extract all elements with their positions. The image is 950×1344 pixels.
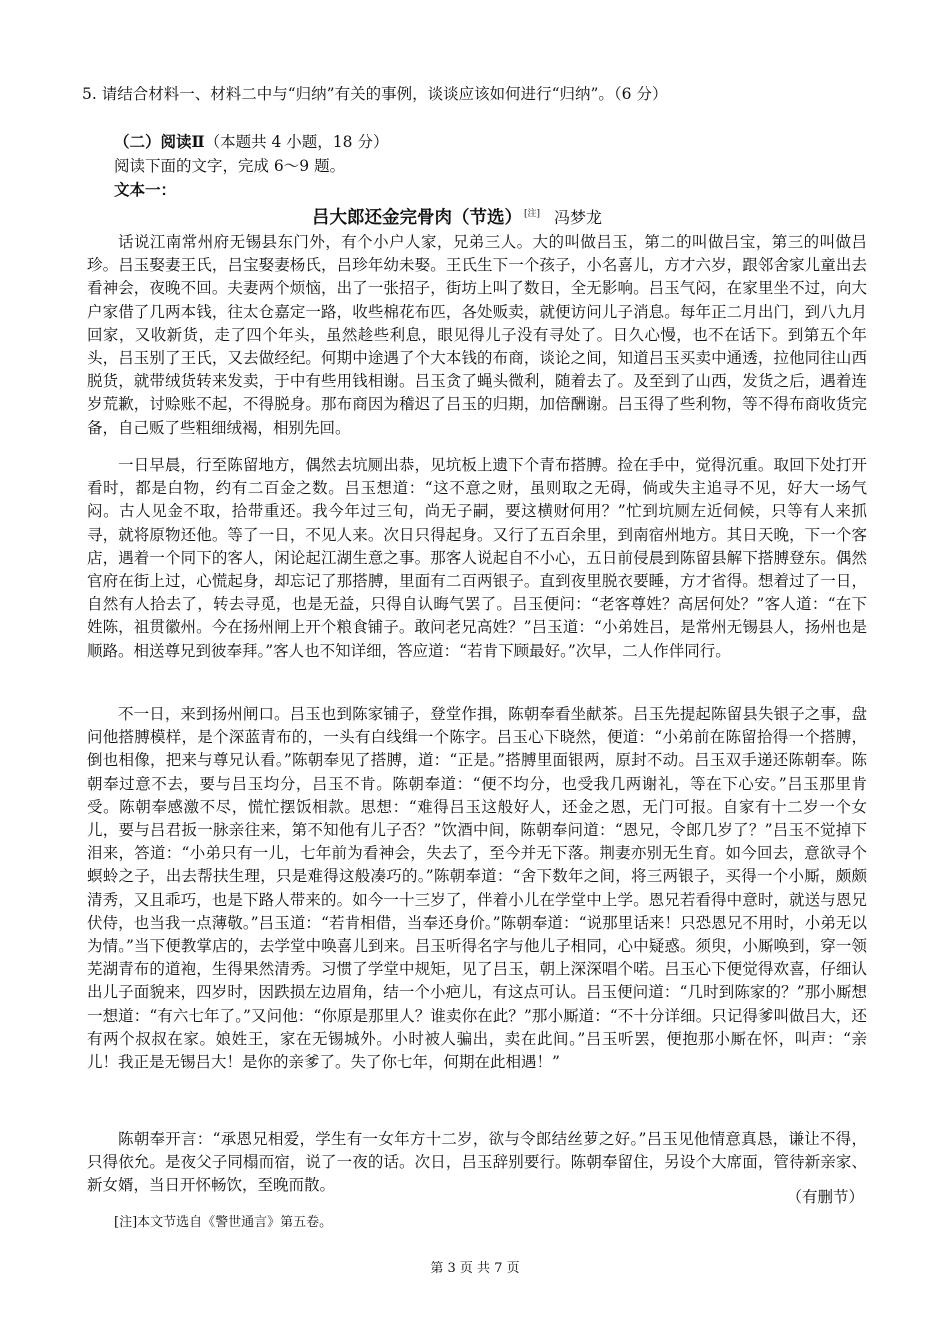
paragraph-1: 话说江南常州府无锡县东门外，有个小户人家，兄弟三人。大的叫做吕玉，第二的叫做吕宝，第三的叫做吕珍。吕玉娶妻王氏，吕宝娶妻杨氏，吕珍年幼未娶。王氏生下一个孩子，小名喜儿，方才六岁，跟邻舍家儿童出去看神会，夜晚不回。夫妻两个烦恼，出了一张招子，街坊上叫了数日，全无影响。吕玉气闷，在家里坐不过，向大户家借了几两本钱，往太仓嘉定一路，收些棉花布匹，各处贩卖，就便访问儿子消息。每年正二月出门，到八九月回家，又收新货，走了四个年头，虽然趁些利息，眼见得儿子没有寻处了。日久心慢，也不在话下。到第五个年头，吕玉别了王氏，又去做经纪。何期中途遇了个大本钱的布商，谈论之间，知道吕玉买卖中通透，拉他同往山西脱货，就带绒货转来发卖，于中有些用钱相谢。吕玉贪了蝇头微利，随着去了。及至到了山西，发货之后，遇着连岁荒歉，讨赊账不起，不得脱身。那布商因为稽迟了吕玉的归期，加倍酬谢。吕玉得了些利物，等不得布商收货完备，自己贩了些粗细绒褐，相别先回。: [87, 233, 867, 437]
section-heading-title: （二）阅读Ⅱ: [114, 132, 205, 151]
article-title: 吕大郎还金完骨肉（节选）: [312, 208, 522, 228]
title-note-mark: [注]: [524, 209, 541, 219]
abridged-note: （有删节）: [786, 1188, 864, 1206]
article-author: 冯梦龙: [554, 208, 603, 227]
section-heading-note: （本题共 4 小题，18 分）: [204, 133, 389, 151]
text-one-label: 文本一：: [114, 180, 177, 199]
section-heading: [114, 132, 388, 152]
paragraph-4: 陈朝奉开言：“承恩兄相爱，学生有一女年方十二岁，欲与令郎结丝萝之好。”吕玉见他情意真恳，谦让不得，只得依允。是夜父子同榻而宿，说了一夜的话。次日，吕玉辞别要行。陈朝奉留住，另设个大席面，管待新亲家、新女婿，当日开怀畅饮，至晚而散。: [87, 1130, 867, 1195]
reading-instruction: 阅读下面的文字，完成 6～9 题。: [114, 157, 346, 175]
page-number: 第 3 页 共 7 页: [430, 1261, 520, 1276]
paragraph-3: 不一日，来到扬州闸口。吕玉也到陈家铺子，登堂作揖，陈朝奉看坐献茶。吕玉先提起陈留县失银子之事，盘问他搭膊模样，是个深蓝青布的，一头有白线缉一个陈字。吕玉心下晓然，便道：“小弟前在陈留拾得一个搭膊，倒也相像，把来与尊兄认看。”陈朝奉见了搭膊，道：“正是。”搭膊里面银两，原封不动。吕玉双手递还陈朝奉。陈朝奉过意不去，要与吕玉均分，吕玉不肯。陈朝奉道：“便不均分，也受我几两谢礼，等在下心安。”吕玉那里肯受。陈朝奉感激不尽，慌忙摆饭相款。思想：“难得吕玉这般好人，还金之恩，无门可报。自家有十二岁一个女儿，要与吕君扳一脉亲往来，第不知他有儿子否？”饮酒中间，陈朝奉问道：“恩兄，令郎几岁了？”吕玉不觉掉下泪来，答道：“小弟只有一儿，七年前为看神会，失去了，至今并无下落。荆妻亦别无生育。如今回去，意欲寻个螟蛉之子，出去帮扶生理，只是难得这般凑巧的。”陈朝奉道：“舍下数年之间，将三两银子，买得一个小厮，颇颇清秀，又且乖巧，也是下路人带来的。如今一十三岁了，伴着小儿在学堂中上学。恩兄若看得中意时，就送与恩兄伏侍，也当我一点薄敬。”吕玉道：“若肯相借，当奉还身价。”陈朝奉道：“说那里话来！只恐恩兄不用时，小弟无以为情。”当下便教掌店的，去学堂中唤喜儿到来。吕玉听得名字与他儿子相同，心中疑惑。须臾，小厮唤到，穿一领芜湖青布的道袍，生得果然清秀。习惯了学堂中规矩，见了吕玉，朝上深深唱个喏。吕玉心下便觉得欢喜，仔细认出儿子面貌来，四岁时，因跌损左边眉角，结一个小疤儿，有这点可认。吕玉便问道：“几时到陈家的？”那小厮想一想道：“有六七年了。”又问他：“你原是那里人？谁卖你在此？”那小厮道：“不十分详细。只记得爹叫做吕大，还有两个叔叔在家。娘姓王，家在无锡城外。小时被人骗出，卖在此间。”吕玉听罢，便抱那小厮在怀，叫声：“亲儿！我正是无锡吕大！是你的亲爹了。失了你七年，何期在此相遇！”: [87, 705, 867, 1072]
question-5: 5. 请结合材料一、材料二中与“归纳”有关的事例，谈谈应该如何进行“归纳”。（6 分）: [82, 85, 668, 103]
paragraph-2: 一日早晨，行至陈留地方，偶然去坑厕出恭，见坑板上遗下个青布搭膊。捡在手中，觉得沉重。取回下处打开看时，都是白物，约有二百金之数。吕玉想道：“这不意之财，虽则取之无碍，倘或失主追寻不见，好大一场气闷。古人见金不取，拾带重还。我今年过三旬，尚无子嗣，要这横财何用？”忙到坑厕左近伺候，只等有人来抓寻，就将原物还他。等了一日，不见人来。次日只得起身。又行了五百余里，到南宿州地方。其日天晚，下一个客店，遇着一个同下的客人，闲论起江湖生意之事。那客人说起自不小心，五日前侵晨到陈留县解下搭膊登东。偶然官府在街上过，心慌起身，却忘记了那搭膊，里面有二百两银子。直到夜里脱衣要睡，方才省得。想着过了一日，自然有人拾去了，转去寻觅，也是无益，只得自认晦气罢了。吕玉便问：“老客尊姓？高居何处？”客人道：“在下姓陈，祖贯徽州。今在扬州闸上开个粮食铺子。敢问老兄高姓？”吕玉道：“小弟姓吕，是常州无锡县人，扬州也是顺路。相送尊兄到彼奉拜。”客人也不知详细，答应道：“若肯下顾最好。”次早，二人作伴同行。: [87, 456, 867, 660]
article-title-line: [312, 204, 602, 228]
footnote: [注]本文节选自《警世通言》第五卷。: [114, 1215, 333, 1230]
